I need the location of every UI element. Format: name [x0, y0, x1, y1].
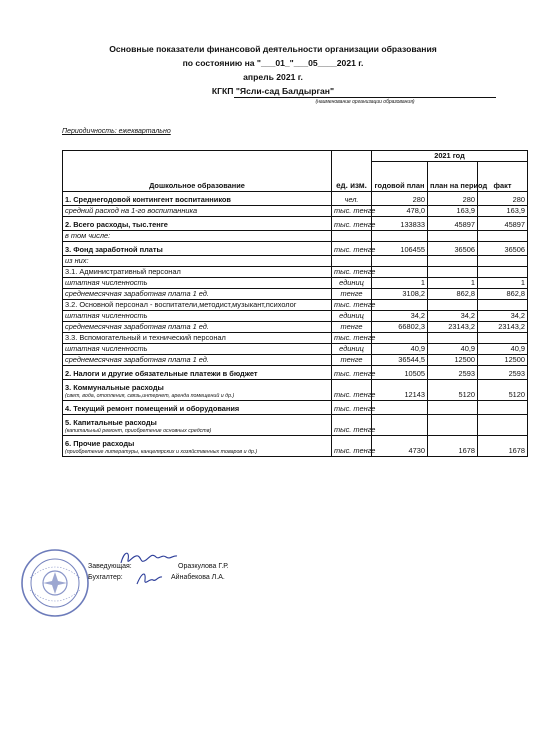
- row-label-text: 6. Прочие расходы: [65, 439, 135, 448]
- row-unit: [332, 256, 372, 267]
- row-label-text: 3. Фонд заработной платы: [65, 245, 163, 254]
- row-label: [63, 256, 332, 267]
- row-value: [478, 256, 528, 267]
- row-label: [63, 322, 332, 333]
- table-row: [63, 322, 528, 333]
- row-value: 1: [428, 278, 478, 289]
- row-label-text: штатная численность: [65, 344, 148, 353]
- row-unit: единиц: [332, 278, 372, 289]
- row-unit: единиц: [332, 344, 372, 355]
- row-value: [372, 401, 428, 415]
- row-unit: тыс. тенге: [332, 436, 372, 457]
- row-value: 34,2: [478, 311, 528, 322]
- table-row: [63, 311, 528, 322]
- table-row: [63, 192, 528, 206]
- row-label-text: среднемесячная заработная плата 1 ед.: [65, 289, 209, 298]
- row-value: 36506: [428, 242, 478, 256]
- row-unit: тенге: [332, 355, 372, 366]
- row-value: 133833: [372, 217, 428, 231]
- table-row: [63, 267, 528, 278]
- row-unit: тыс. тенге: [332, 300, 372, 311]
- row-value: 280: [428, 192, 478, 206]
- row-label-text: 3. Коммунальные расходы: [65, 383, 164, 392]
- row-value: 34,2: [428, 311, 478, 322]
- report-date: по состоянию на "___01_"___05____2021 г.: [182, 58, 364, 68]
- row-unit: тенге: [332, 289, 372, 300]
- row-label-text: в том числе:: [65, 231, 111, 240]
- row-value: 40,9: [372, 344, 428, 355]
- head-name: Оразкулова Г.Р.: [178, 563, 229, 570]
- row-value: 280: [478, 192, 528, 206]
- row-unit: тыс. тенге: [332, 242, 372, 256]
- row-label: [63, 311, 332, 322]
- organization-caption: (наименование организации образования): [315, 99, 415, 105]
- row-note: (приобретение литературы, канцелярских и хозяйственных товаров и др.): [65, 449, 258, 455]
- table-row: [63, 401, 528, 415]
- row-label: [63, 366, 332, 380]
- row-label: [63, 401, 332, 415]
- row-label-text: 5. Капитальные расходы: [65, 418, 157, 427]
- row-unit: тыс. тенге: [332, 415, 372, 436]
- row-value: 12143: [372, 380, 428, 401]
- row-value: 862,8: [428, 289, 478, 300]
- row-value: 862,8: [478, 289, 528, 300]
- row-label: [63, 436, 332, 457]
- table-row: [63, 380, 528, 401]
- row-label: [63, 267, 332, 278]
- table-row: [63, 206, 528, 217]
- row-value: 45897: [428, 217, 478, 231]
- organization-underline: [234, 97, 496, 98]
- row-value: 1678: [428, 436, 478, 457]
- row-value: [478, 415, 528, 436]
- row-value: [372, 256, 428, 267]
- table-row: [63, 415, 528, 436]
- head-signature: [118, 548, 180, 568]
- column-header-title: Дошкольное образование: [63, 151, 332, 192]
- row-label-text: 1. Среднегодовой контингент воспитанников: [65, 195, 231, 204]
- row-unit: [332, 231, 372, 242]
- row-value: 2593: [428, 366, 478, 380]
- row-unit: тыс. тенге: [332, 366, 372, 380]
- row-value: 40,9: [428, 344, 478, 355]
- row-unit: тыс. тенге: [332, 401, 372, 415]
- row-value: 3108,2: [372, 289, 428, 300]
- row-label-text: 3.3. Вспомогательный и технический персонал: [65, 333, 226, 342]
- row-value: 36506: [478, 242, 528, 256]
- column-header-year: 2021 год: [372, 151, 528, 162]
- row-label: [63, 242, 332, 256]
- row-value: [428, 401, 478, 415]
- row-value: [478, 267, 528, 278]
- row-label-text: из них:: [65, 256, 89, 265]
- row-value: 40,9: [478, 344, 528, 355]
- row-unit: единиц: [332, 311, 372, 322]
- row-value: 280: [372, 192, 428, 206]
- report-period: апрель 2021 г.: [243, 72, 303, 82]
- row-value: 1: [478, 278, 528, 289]
- row-value: [372, 415, 428, 436]
- row-value: 12500: [478, 355, 528, 366]
- row-value: [428, 267, 478, 278]
- row-label: [63, 415, 332, 436]
- row-label-text: 4. Текущий ремонт помещений и оборудования: [65, 404, 240, 413]
- row-label-text: 3.2. Основной персонал - воспитатели,методист,музыкант,психолог: [65, 300, 297, 309]
- row-value: [372, 267, 428, 278]
- table-row: [63, 333, 528, 344]
- row-value: 478,0: [372, 206, 428, 217]
- row-value: 5120: [478, 380, 528, 401]
- row-value: [372, 300, 428, 311]
- financial-table: [62, 150, 528, 457]
- row-value: 4730: [372, 436, 428, 457]
- row-value: [478, 333, 528, 344]
- row-value: [372, 333, 428, 344]
- row-label: [63, 192, 332, 206]
- organization-name: КГКП "Ясли-сад Балдырган": [211, 86, 335, 96]
- official-stamp: [20, 548, 90, 618]
- column-header-period-plan: план на период: [428, 162, 478, 192]
- row-label-text: 2. Налоги и другие обязательные платежи в бюджет: [65, 369, 258, 378]
- column-header-unit: ед. изм.: [332, 151, 372, 192]
- row-value: 163,9: [428, 206, 478, 217]
- head-label: Заведующая:: [88, 563, 132, 570]
- table-row: [63, 344, 528, 355]
- table-row: [63, 231, 528, 242]
- row-label: [63, 355, 332, 366]
- row-label: [63, 344, 332, 355]
- row-label: [63, 217, 332, 231]
- accountant-name: Айнабекова Л.А.: [171, 574, 225, 581]
- table-row: [63, 289, 528, 300]
- row-value: 12500: [428, 355, 478, 366]
- row-value: [372, 231, 428, 242]
- row-label-text: штатная численность: [65, 311, 148, 320]
- row-value: [428, 256, 478, 267]
- row-label-text: среднемесячная заработная плата 1 ед.: [65, 355, 209, 364]
- row-label: [63, 380, 332, 401]
- row-value: 1678: [478, 436, 528, 457]
- row-unit: тыс. тенге: [332, 267, 372, 278]
- row-label: [63, 289, 332, 300]
- row-value: 1: [372, 278, 428, 289]
- table-row: [63, 278, 528, 289]
- row-label-text: 3.1. Административный персонал: [65, 267, 181, 276]
- row-value: 34,2: [372, 311, 428, 322]
- accountant-label: Бухгалтер:: [88, 574, 123, 581]
- row-value: 106455: [372, 242, 428, 256]
- row-label-text: 2. Всего расходы, тыс.тенге: [65, 220, 168, 229]
- column-header-annual-plan: годовой план: [372, 162, 428, 192]
- table-row: [63, 300, 528, 311]
- row-value: 66802,3: [372, 322, 428, 333]
- row-label-text: штатная численность: [65, 278, 148, 287]
- row-value: 23143,2: [478, 322, 528, 333]
- table-row: [63, 436, 528, 457]
- table-row: [63, 217, 528, 231]
- row-value: 2593: [478, 366, 528, 380]
- row-label-text: средний расход на 1-го воспитанника: [65, 206, 198, 215]
- row-value: [478, 231, 528, 242]
- column-header-fact: факт: [478, 162, 528, 192]
- table-row: [63, 366, 528, 380]
- row-note: (капитальный ремонт, приобретение основных средств): [65, 428, 212, 434]
- row-label: [63, 300, 332, 311]
- row-label: [63, 278, 332, 289]
- row-value: 10505: [372, 366, 428, 380]
- row-value: [478, 300, 528, 311]
- row-value: 23143,2: [428, 322, 478, 333]
- row-value: [428, 300, 478, 311]
- table-row: [63, 256, 528, 267]
- row-unit: тенге: [332, 322, 372, 333]
- row-unit: тыс. тенге: [332, 380, 372, 401]
- table-row: [63, 355, 528, 366]
- row-label-text: среднемесячная заработная плата 1 ед.: [65, 322, 209, 331]
- row-value: 5120: [428, 380, 478, 401]
- row-label: [63, 206, 332, 217]
- row-value: 163,9: [478, 206, 528, 217]
- row-unit: тыс. тенге: [332, 217, 372, 231]
- row-value: 36544,5: [372, 355, 428, 366]
- row-label: [63, 231, 332, 242]
- row-value: [428, 231, 478, 242]
- row-value: [428, 333, 478, 344]
- row-label: [63, 333, 332, 344]
- table-row: [63, 242, 528, 256]
- periodicity: Периодичность: ежеквартально: [62, 128, 171, 135]
- row-unit: тыс. тенге: [332, 206, 372, 217]
- report-title: Основные показатели финансовой деятельности организации образования: [109, 44, 437, 54]
- row-unit: чел.: [332, 192, 372, 206]
- row-value: [428, 415, 478, 436]
- row-value: [478, 401, 528, 415]
- accountant-signature: [134, 568, 164, 588]
- row-note: (свет, вода, отопления, связь,интернет, аренда помещений и др.): [65, 393, 235, 399]
- row-unit: тыс. тенге: [332, 333, 372, 344]
- row-value: 45897: [478, 217, 528, 231]
